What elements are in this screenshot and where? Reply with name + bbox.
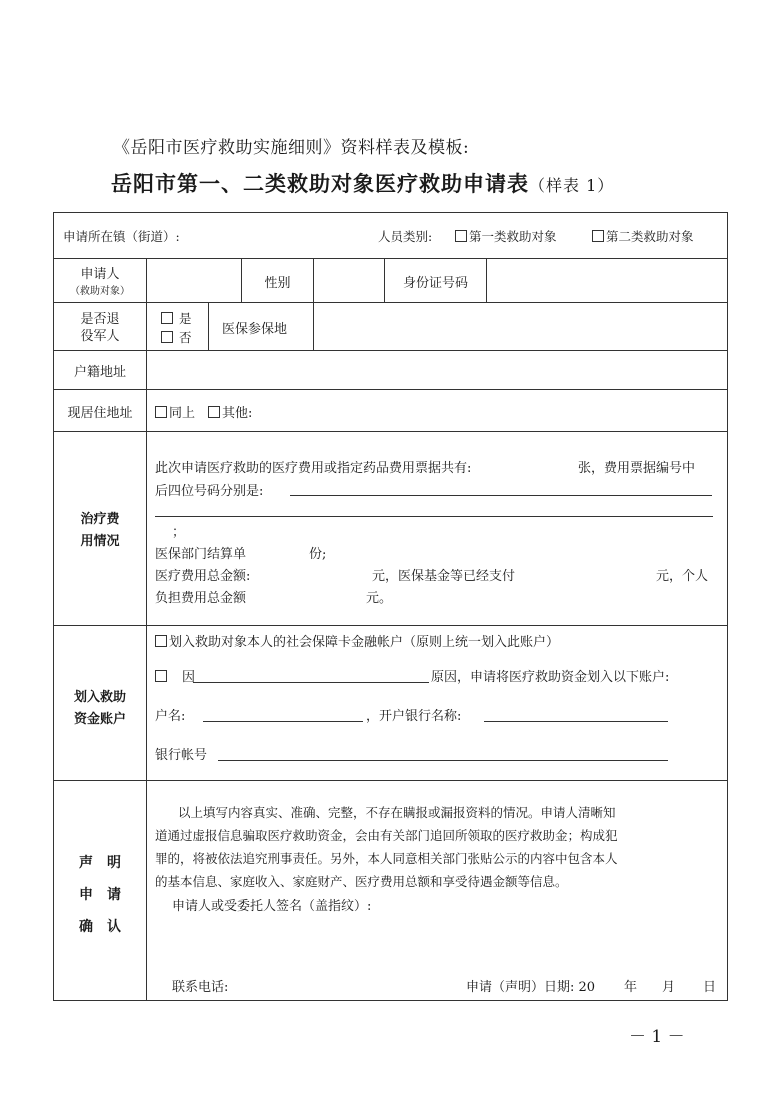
title-main: 岳阳市第一、二类救助对象医疗救助申请表 [111,172,529,196]
declaration-label-line2: 申 请 [79,887,121,903]
checkbox-icon[interactable] [155,670,167,682]
residence-address-label: 现居住地址 [67,406,133,421]
settlement-copies: 份; [309,547,327,562]
residence-other-option[interactable] [208,402,252,421]
checkbox-icon[interactable] [155,635,167,647]
page-number: － 1 － [629,1027,685,1047]
residence-same-option[interactable] [155,402,195,421]
transfer-label-line2: 资金账户 [73,712,126,727]
household-address-label: 户籍地址 [73,365,126,380]
signature-label: 申请人或受委托人签名（盖指纹）: [172,899,372,914]
receipt-digits-line[interactable] [290,495,712,496]
residence-other-label: 其他: [222,406,253,421]
declaration-text-line4: 的基本信息、家庭收入、家庭财产、医疗费用总额和享受待遇金额等信息。 [155,874,568,889]
applicant-label: 申请人 [80,267,120,282]
date-label: 申请（声明）日期: 20 [466,980,596,995]
checkbox-icon[interactable] [161,331,173,343]
bank-name-label: ，开户银行名称: [366,709,462,724]
checkbox-icon[interactable] [208,406,220,418]
account-name-label: 户名: [155,709,186,724]
title-suffix: （样表 1） [529,176,615,195]
veteran-yes-option[interactable] [161,309,192,327]
bank-account-label: 银行帐号 [155,748,208,763]
bank-account-line[interactable] [218,760,668,761]
town-label: 申请所在镇（街道）: [63,229,180,244]
document-subtitle: 《岳阳市医疗救助实施细则》资料样表及模板: [113,138,470,158]
because-label: 因 [182,670,196,685]
account-name-line[interactable] [203,721,363,722]
checkbox-icon[interactable] [155,406,167,418]
reason-line[interactable] [193,682,429,683]
category-first-option[interactable] [455,227,557,245]
veteran-label-line2: 役军人 [80,329,120,344]
insurance-paid-label: 元，医保基金等已经支付 [372,569,516,584]
transfer-label-line1: 划入救助 [73,690,126,705]
treatment-label-line1: 治疗费 [80,512,120,527]
transfer-option-other[interactable] [155,666,195,685]
category-first-label: 第一类救助对象 [469,229,557,244]
insurance-place-label: 医保参保地 [222,322,288,337]
bank-name-line[interactable] [484,721,668,722]
veteran-no-option[interactable] [161,328,192,346]
veteran-yes-label: 是 [178,311,192,326]
gender-label: 性别 [264,276,291,291]
id-number-label: 身份证号码 [402,276,468,291]
category-label: 人员类别: [378,229,433,244]
self-pay-label: 负担费用总金额 [155,591,247,606]
applicant-sublabel: （救助对象） [70,286,130,297]
treatment-label-line2: 用情况 [80,534,120,549]
date-year: 年 [624,980,638,995]
declaration-label-line3: 确 认 [79,919,121,935]
declaration-text-line1: 以上填写内容真实、准确、完整，不存在瞒报或漏报资料的情况。申请人清晰知 [178,805,616,820]
veteran-no-label: 否 [178,330,192,345]
date-day: 日 [703,980,717,995]
phone-label: 联系电话: [172,980,229,995]
checkbox-icon[interactable] [455,230,467,242]
self-pay-unit: 元。 [366,591,393,606]
receipt-digits-line-2[interactable] [155,516,713,517]
transfer-option-social-card[interactable] [155,631,559,650]
reason-text: 原因，申请将医疗救助资金划入以下账户: [431,670,670,685]
residence-same-label: 同上 [169,406,196,421]
declaration-label-line1: 声 明 [79,855,121,871]
category-second-option[interactable] [592,227,694,245]
receipt-number-text: 张，费用票据编号中 [578,461,696,476]
checkbox-icon[interactable] [592,230,604,242]
veteran-label-line1: 是否退 [80,312,120,327]
semicolon: ； [172,525,186,540]
date-month: 月 [662,980,676,995]
declaration-text-line3: 罪的，将被依法追究刑事责任。另外，本人同意相关部门张贴公示的内容中包含本人 [155,851,618,866]
checkbox-icon[interactable] [161,312,173,324]
page-title [111,168,614,198]
category-second-label: 第二类救助对象 [606,229,694,244]
settlement-label: 医保部门结算单 [155,547,247,562]
transfer-option-social-card-label: 划入救助对象本人的社会保障卡金融帐户（原则上统一划入此账户） [169,635,560,650]
personal-label: 元，个人 [656,569,709,584]
total-cost-label: 医疗费用总金额: [155,569,251,584]
receipt-digits-text: 后四位号码分别是: [155,484,264,499]
declaration-text-line2: 道通过虚报信息骗取医疗救助资金，会由有关部门追回所领取的医疗救助金；构成犯 [155,828,618,843]
receipt-count-text: 此次申请医疗救助的医疗费用或指定药品费用票据共有: [155,461,472,476]
